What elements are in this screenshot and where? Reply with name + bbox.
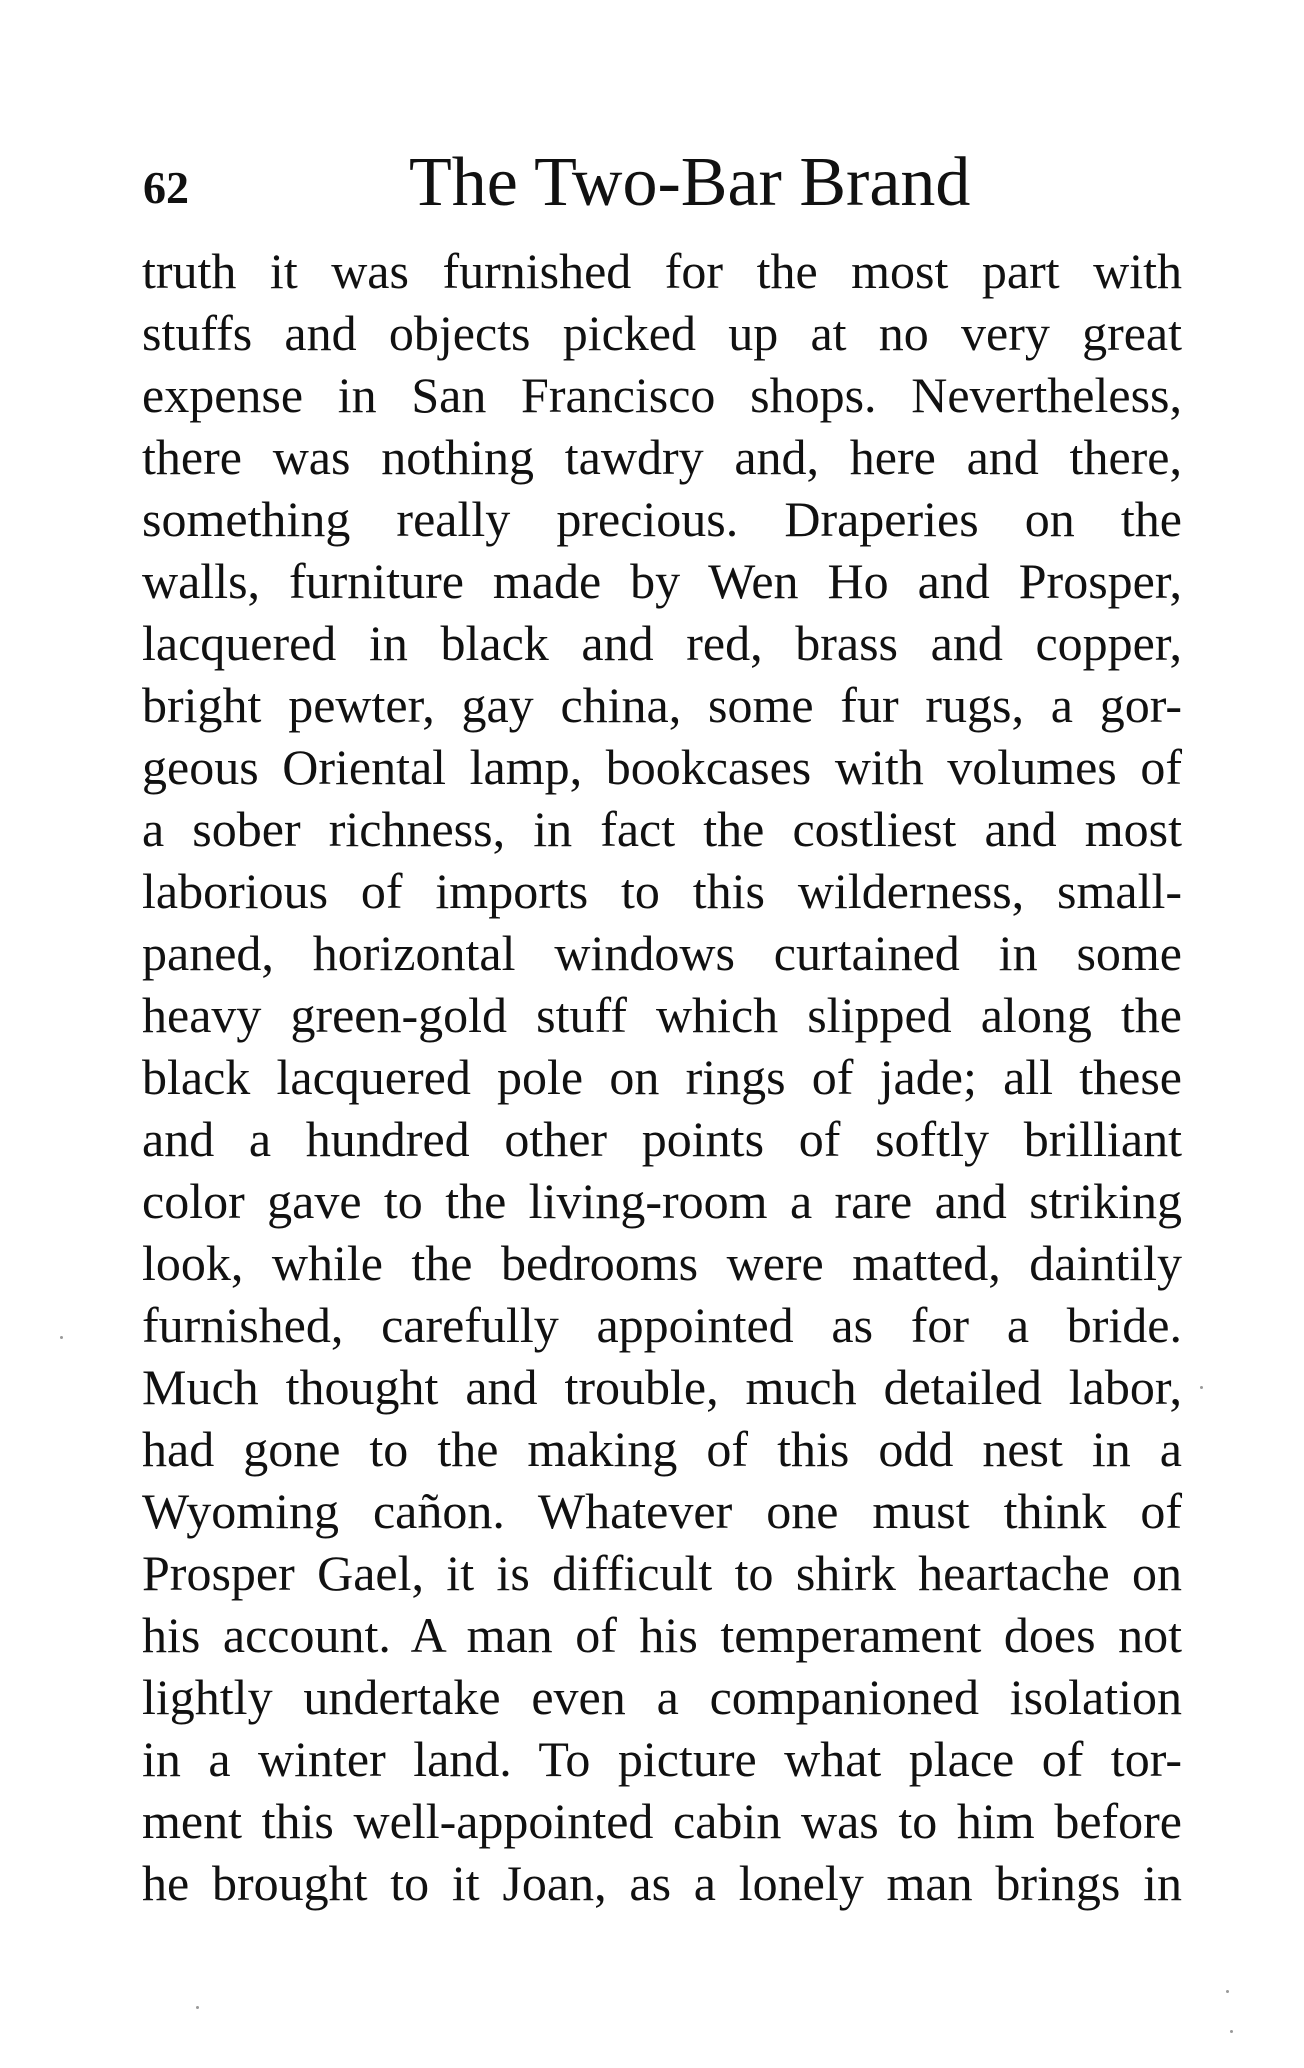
text-line: expense in San Francisco shops. Nevertheless,: [142, 367, 1182, 423]
text-line: color gave to the living-room a rare and striking: [142, 1173, 1182, 1229]
text-line: laborious of imports to this wilderness, small-: [142, 863, 1182, 919]
text-line: Prosper Gael, it is difficult to shirk heartache on: [142, 1545, 1182, 1601]
text-line: heavy green-gold stuff which slipped along the: [142, 987, 1182, 1043]
text-line: something really precious. Draperies on the: [142, 491, 1182, 547]
body-text: [142, 240, 1182, 1914]
text-line: in a winter land. To picture what place of tor-: [142, 1731, 1182, 1787]
text-line: lightly undertake even a companioned isolation: [142, 1669, 1182, 1725]
running-title: The Two-Bar Brand: [409, 144, 971, 221]
text-line: stuffs and objects picked up at no very great: [142, 305, 1182, 361]
text-line: there was nothing tawdry and, here and there,: [142, 429, 1182, 485]
text-line: and a hundred other points of softly brilliant: [142, 1111, 1182, 1167]
paper-speck: [60, 1336, 63, 1339]
text-line: walls, furniture made by Wen Ho and Prosper,: [142, 553, 1182, 609]
text-line: a sober richness, in fact the costliest and most: [142, 801, 1182, 857]
text-line: furnished, carefully appointed as for a bride.: [142, 1297, 1182, 1353]
paper-speck: [196, 2006, 199, 2009]
text-line: lacquered in black and red, brass and copper,: [142, 615, 1182, 671]
text-line: black lacquered pole on rings of jade; all these: [142, 1049, 1182, 1105]
page-header: [143, 140, 1183, 220]
text-line: his account. A man of his temperament does not: [142, 1607, 1182, 1663]
text-line: bright pewter, gay china, some fur rugs, a gor-: [142, 677, 1182, 733]
text-line: paned, horizontal windows curtained in some: [142, 925, 1182, 981]
text-line: he brought to it Joan, as a lonely man brings in: [142, 1855, 1182, 1911]
text-line: ment this well-appointed cabin was to him before: [142, 1793, 1182, 1849]
text-line: look, while the bedrooms were matted, daintily: [142, 1235, 1182, 1291]
text-line: Wyoming cañon. Whatever one must think of: [142, 1483, 1182, 1539]
text-line: geous Oriental lamp, bookcases with volumes of: [142, 739, 1182, 795]
page-number: 62: [143, 162, 189, 213]
paper-speck: [1230, 2030, 1233, 2033]
paper-speck: [1200, 1386, 1203, 1389]
paper-speck: [1226, 1990, 1229, 1993]
text-line: truth it was furnished for the most part with: [142, 243, 1182, 299]
text-line: had gone to the making of this odd nest in a: [142, 1421, 1182, 1477]
text-line: Much thought and trouble, much detailed labor,: [142, 1359, 1182, 1415]
